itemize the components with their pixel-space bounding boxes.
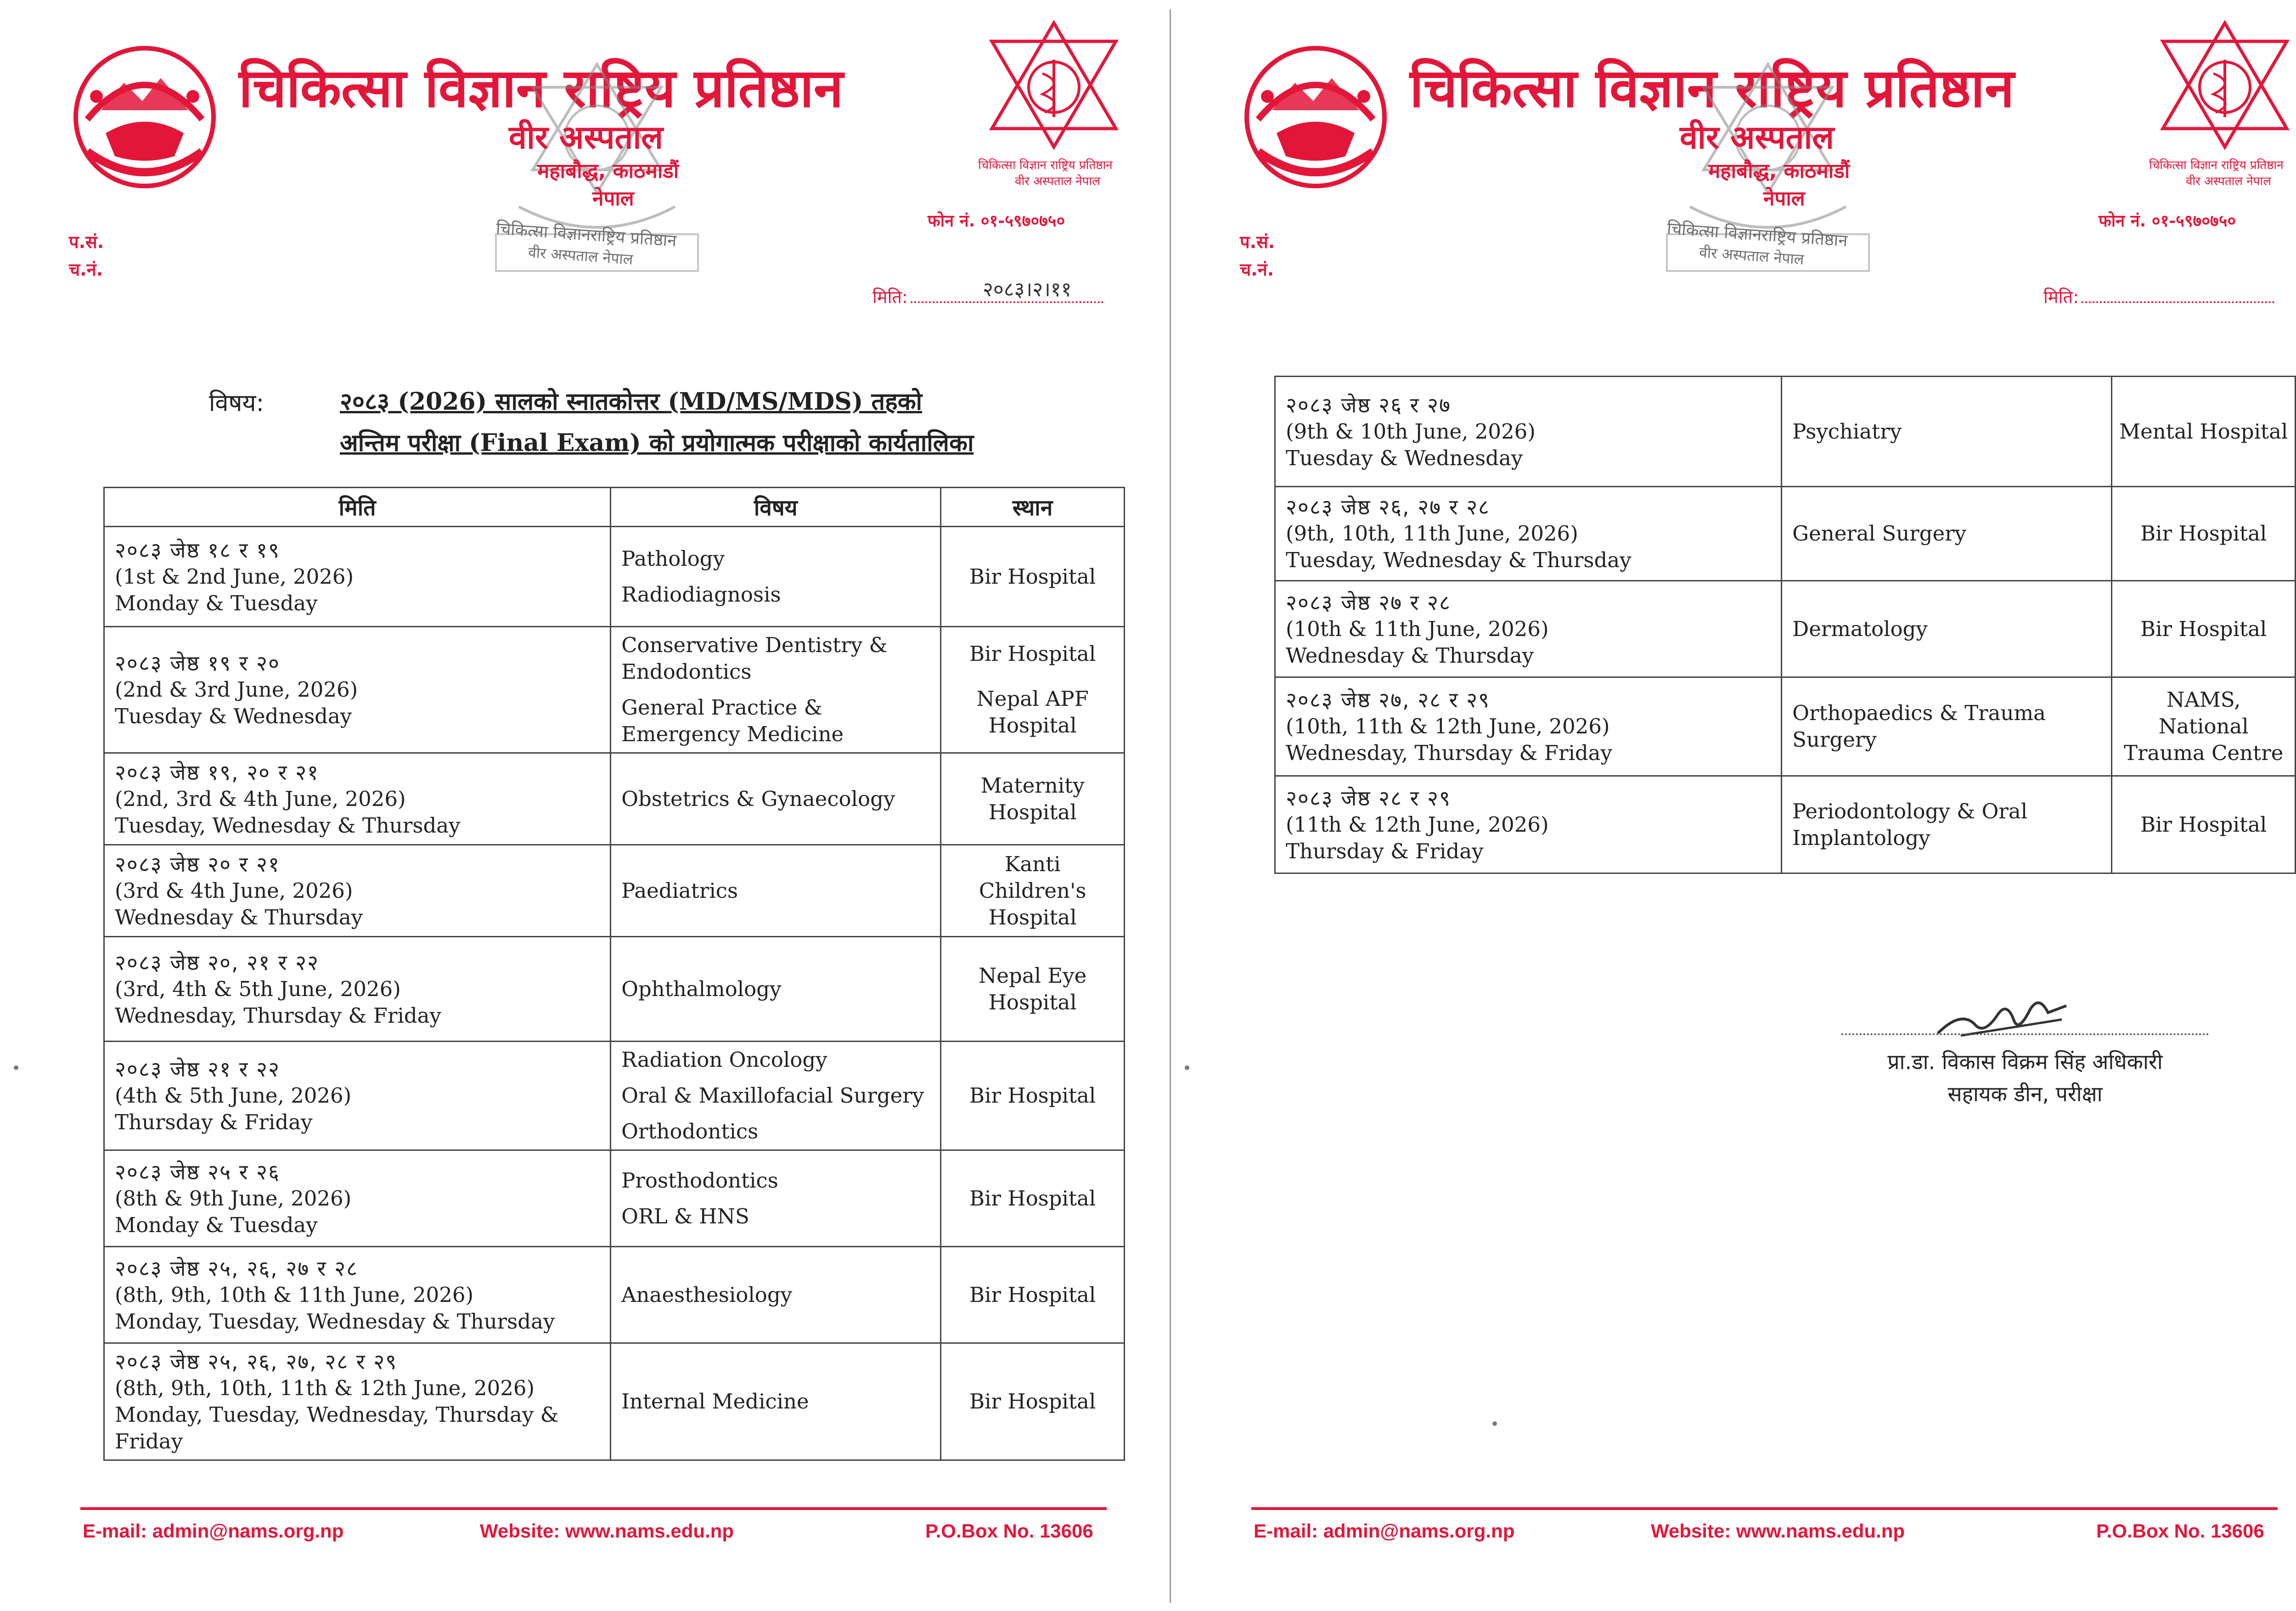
venue-name: Bir Hospital (969, 564, 1096, 589)
subject-cell (611, 527, 941, 627)
subject-cell (611, 627, 941, 753)
nepali-date: २०८३ जेष्ठ २०, २१ र २२ (115, 950, 319, 975)
subject-cell (611, 1343, 941, 1460)
logo-caption-line-2: वीर अस्पताल नेपाल (1015, 175, 1100, 188)
weekdays: Wednesday & Thursday (115, 905, 363, 929)
logo-caption-line-1: चिकित्सा विज्ञान राष्ट्रिय प्रतिष्ठान (978, 158, 1113, 172)
exam-schedule-table-page-1 (103, 487, 1125, 1461)
venue-name: Bir Hospital (2140, 616, 2267, 641)
venue-cell (2112, 677, 2296, 776)
subject-name: Internal Medicine (621, 1389, 809, 1414)
signatory-name: प्रा.डा. विकास विक्रम सिंह अधिकारी (1887, 1049, 2163, 1074)
subject-line-1: २०८३ (2026) सालको स्नातकोत्तर (MD/MS/MDS) तहको (340, 388, 923, 416)
venue-name: Bir Hospital (969, 642, 1096, 666)
nepali-date: २०८३ जेष्ठ २१ र २२ (115, 1057, 280, 1082)
footer-pobox: P.O.Box No. 13606 (2096, 1520, 2264, 1542)
english-date: (11th & 12th June, 2026) (1286, 812, 1549, 837)
weekdays: Thursday & Friday (115, 1110, 313, 1134)
subject-cell (1782, 581, 2112, 677)
subject-name: General Surgery (1792, 521, 1967, 546)
date-cell (1275, 487, 1782, 581)
english-date: (2nd, 3rd & 4th June, 2026) (115, 786, 406, 811)
table-row (104, 753, 1125, 845)
date-label: मिति: (2043, 287, 2079, 307)
header-subject: विषय (611, 488, 941, 527)
table-header-row (104, 488, 1125, 527)
nams-star-logo (2154, 18, 2296, 170)
date-cell (104, 845, 611, 937)
reference-number-label: प.सं. (1240, 232, 1275, 252)
seal-location-line: महाबौद्ध, काठमाडौं (1708, 159, 1850, 183)
subject-name: Psychiatry (1792, 419, 1902, 444)
venue-name: Bir Hospital (2140, 521, 2267, 546)
subject-name: Radiation Oncology (621, 1048, 827, 1072)
footer-website: Website: www.nams.edu.np (1651, 1520, 1905, 1542)
subject-name: Anaesthesiology (621, 1282, 793, 1307)
subject-cell (611, 753, 941, 845)
weekdays: Monday, Tuesday, Wednesday & Thursday (115, 1309, 555, 1334)
venue-cell (941, 627, 1125, 753)
subject-cell (611, 845, 941, 937)
organization-title: चिकित्सा विज्ञान राष्ट्रिय प्रतिष्ठान (239, 57, 844, 119)
venue-name: Bir Hospital (969, 1083, 1096, 1108)
date-cell (104, 1247, 611, 1343)
date-cell (104, 1042, 611, 1150)
table-row (1275, 487, 2296, 581)
english-date: (1st & 2nd June, 2026) (115, 564, 354, 589)
signatory-title: सहायक डीन, परीक्षा (1947, 1082, 2103, 1106)
subject-name: Ophthalmology (621, 976, 782, 1001)
date-cell (1275, 581, 1782, 677)
venue-cell (2112, 776, 2296, 873)
weekdays: Tuesday, Wednesday & Thursday (1286, 548, 1632, 572)
subject-name: Orthopaedics & Trauma Surgery (1792, 701, 2046, 752)
venue-name: Bir Hospital (969, 1282, 1096, 1307)
table-row (104, 1247, 1125, 1343)
date-label: मिति: (872, 287, 908, 307)
subject-name: Pathology (621, 546, 725, 571)
nepali-date: २०८३ जेष्ठ २६ र २७ (1286, 392, 1451, 417)
subject-name: Dermatology (1792, 616, 1928, 641)
subject-cell (1782, 377, 2112, 487)
nams-star-logo (983, 18, 1125, 170)
footer-pobox: P.O.Box No. 13606 (925, 1520, 1093, 1542)
english-date: (10th & 11th June, 2026) (1286, 616, 1549, 641)
stamp-line-2: वीर अस्पताल नेपाल (1698, 243, 1805, 268)
header-date: मिति (104, 488, 611, 527)
venue-cell (941, 937, 1125, 1042)
venue-name: Kanti Children's Hospital (979, 851, 1086, 929)
exam-schedule-table-page-2 (1274, 376, 2296, 874)
table-row (104, 1343, 1125, 1460)
table-row (1275, 377, 2296, 487)
footer-divider (1251, 1507, 2278, 1510)
stamp-line-1: चिकित्सा विज्ञानराष्ट्रिय प्रतिष्ठान (1666, 219, 1848, 251)
date-value: २०८३।२।११ (983, 278, 1072, 301)
signature-dotted-line (1841, 1033, 2209, 1035)
subject-cell (1782, 776, 2112, 873)
venue-name: Nepal APF Hospital (976, 687, 1089, 738)
nepali-date: २०८३ जेष्ठ २५ र २६ (115, 1159, 280, 1184)
subject-cell (611, 1042, 941, 1150)
subject-name: Oral & Maxillofacial Surgery (621, 1083, 924, 1108)
table-row (104, 627, 1125, 753)
venue-name: Mental Hospital (2119, 419, 2288, 444)
dispatch-number-label: च.नं. (1240, 259, 1274, 280)
phone-number: फोन नं. ०१-५९७०७५० (2099, 212, 2236, 231)
venue-cell (2112, 487, 2296, 581)
subject-heading (340, 381, 974, 464)
footer-email: E-mail: admin@nams.org.np (1254, 1520, 1515, 1542)
weekdays: Tuesday & Wednesday (115, 704, 352, 728)
venue-cell (2112, 581, 2296, 677)
subject-name: General Practice & Emergency Medicine (621, 695, 844, 746)
subject-line-2: अन्तिम परीक्षा (Final Exam) को प्रयोगात्मक परीक्षाको कार्यतालिका (340, 429, 974, 457)
table-row (104, 1150, 1125, 1247)
venue-name: Bir Hospital (2140, 812, 2267, 837)
weekdays: Monday & Tuesday (115, 591, 318, 615)
nepali-date: २०८३ जेष्ठ २६, २७ र २८ (1286, 495, 1490, 519)
dispatch-number-label: च.नं. (69, 259, 103, 280)
subject-name: Orthodontics (621, 1119, 759, 1143)
subject-name: Obstetrics & Gynaecology (621, 786, 895, 811)
weekdays: Wednesday, Thursday & Friday (115, 1003, 441, 1028)
venue-name: Maternity Hospital (980, 773, 1085, 824)
english-date: (10th, 11th & 12th June, 2026) (1286, 714, 1610, 738)
weekdays: Tuesday & Wednesday (1286, 445, 1523, 470)
date-cell (104, 527, 611, 627)
venue-cell (941, 845, 1125, 937)
scan-speck (1185, 1065, 1189, 1070)
footer-divider (80, 1507, 1107, 1510)
phone-number: फोन नं. ०१-५९७०७५० (928, 212, 1065, 231)
subject-cell (1782, 677, 2112, 776)
logo-caption-line-2: वीर अस्पताल नेपाल (2186, 175, 2271, 188)
nepali-date: २०८३ जेष्ठ २० र २१ (115, 851, 280, 877)
scan-speck (1492, 1421, 1497, 1426)
footer-email: E-mail: admin@nams.org.np (83, 1520, 344, 1542)
date-field (2043, 285, 2274, 309)
header-venue: स्थान (941, 488, 1125, 527)
footer-website: Website: www.nams.edu.np (480, 1520, 734, 1542)
venue-cell (941, 1343, 1125, 1460)
date-cell (104, 627, 611, 753)
venue-cell (941, 1247, 1125, 1343)
english-date: (8th & 9th June, 2026) (115, 1186, 352, 1211)
nepali-date: २०८३ जेष्ठ १९, २० र २१ (115, 760, 319, 785)
nepali-date: २०८३ जेष्ठ २७ र २८ (1286, 590, 1451, 615)
date-cell (1275, 377, 1782, 487)
nepal-emblem-logo (1240, 41, 1391, 193)
date-cell (104, 753, 611, 845)
nepali-date: २०८३ जेष्ठ १८ र १९ (115, 537, 280, 563)
subject-label: विषय: (209, 389, 264, 417)
table-row (1275, 776, 2296, 873)
english-date: (9th & 10th June, 2026) (1286, 419, 1536, 444)
date-cell (1275, 677, 1782, 776)
seal-country-line: नेपाल (1763, 187, 1805, 210)
weekdays: Monday & Tuesday (115, 1212, 318, 1237)
letter-page-2 (1171, 0, 2296, 1611)
table-row (104, 845, 1125, 937)
subject-cell (611, 937, 941, 1042)
date-cell (104, 937, 611, 1042)
subject-name: Conservative Dentistry & Endodontics (621, 633, 888, 684)
venue-name: NAMS, National Trauma Centre (2123, 687, 2284, 765)
subject-name: Periodontology & Oral Implantology (1792, 799, 2028, 850)
english-date: (2nd & 3rd June, 2026) (115, 677, 358, 702)
venue-cell (2112, 377, 2296, 487)
stamp-line-2: वीर अस्पताल नेपाल (527, 243, 634, 268)
seal-location-line: महाबौद्ध, काठमाडौं (537, 159, 679, 183)
logo-caption-line-1: चिकित्सा विज्ञान राष्ट्रिय प्रतिष्ठान (2149, 158, 2284, 172)
venue-name: Bir Hospital (969, 1186, 1096, 1211)
venue-cell (941, 1150, 1125, 1247)
scan-speck (14, 1065, 18, 1070)
stamp-line-1: चिकित्सा विज्ञानराष्ट्रिय प्रतिष्ठान (495, 219, 677, 251)
english-date: (4th & 5th June, 2026) (115, 1083, 352, 1108)
nepali-date: २०८३ जेष्ठ २८ र २९ (1286, 785, 1451, 811)
date-dotted-line (2082, 301, 2274, 303)
reference-number-label: प.सं. (69, 232, 104, 252)
nepali-date: २०८३ जेष्ठ १९ र २० (115, 651, 280, 676)
table-row (1275, 581, 2296, 677)
weekdays: Monday, Tuesday, Wednesday, Thursday & Friday (115, 1403, 559, 1453)
subject-cell (1782, 487, 2112, 581)
weekdays: Wednesday & Thursday (1286, 643, 1534, 668)
subject-cell (611, 1247, 941, 1343)
venue-cell (941, 753, 1125, 845)
venue-cell (941, 1042, 1125, 1150)
date-cell (104, 1343, 611, 1460)
nepali-date: २०८३ जेष्ठ २५, २६, २७, २८ र २९ (115, 1349, 398, 1374)
english-date: (8th, 9th, 10th, 11th & 12th June, 2026) (115, 1376, 535, 1400)
nepali-date: २०८३ जेष्ठ २७, २८ र २९ (1286, 687, 1490, 712)
english-date: (9th, 10th, 11th June, 2026) (1286, 521, 1578, 546)
subject-name: Paediatrics (621, 878, 738, 903)
english-date: (8th, 9th, 10th & 11th June, 2026) (115, 1282, 474, 1307)
nepali-date: २०८३ जेष्ठ २५, २६, २७ र २८ (115, 1256, 359, 1281)
hospital-name: वीर अस्पताल (1680, 118, 1835, 156)
subject-name: ORL & HNS (621, 1204, 749, 1228)
table-row (1275, 677, 2296, 776)
weekdays: Thursday & Friday (1286, 839, 1484, 863)
weekdays: Wednesday, Thursday & Friday (1286, 741, 1612, 765)
table-row (104, 937, 1125, 1042)
venue-name: Nepal Eye Hospital (979, 963, 1087, 1014)
weekdays: Tuesday, Wednesday & Thursday (115, 813, 461, 838)
table-row (104, 1042, 1125, 1150)
english-date: (3rd, 4th & 5th June, 2026) (115, 976, 401, 1001)
subject-name: Radiodiagnosis (621, 582, 781, 607)
organization-title: चिकित्सा विज्ञान राष्ट्रिय प्रतिष्ठान (1410, 57, 2015, 119)
venue-name: Bir Hospital (969, 1389, 1096, 1414)
table-row (104, 527, 1125, 627)
english-date: (3rd & 4th June, 2026) (115, 878, 353, 903)
nepal-emblem-logo (69, 41, 220, 193)
subject-cell (611, 1150, 941, 1247)
venue-cell (941, 527, 1125, 627)
hospital-name: वीर अस्पताल (509, 118, 664, 156)
date-cell (104, 1150, 611, 1247)
seal-country-line: नेपाल (592, 187, 634, 210)
date-cell (1275, 776, 1782, 873)
subject-name: Prosthodontics (621, 1168, 778, 1193)
